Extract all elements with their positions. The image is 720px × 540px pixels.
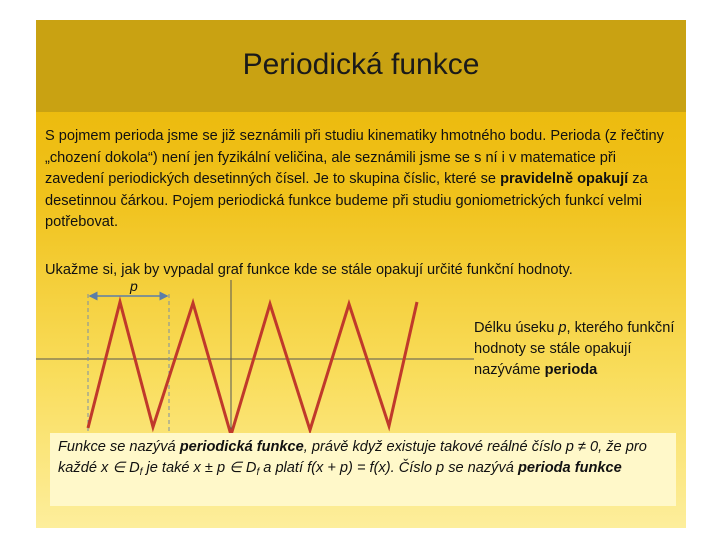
period-label: p <box>130 278 138 294</box>
definition-part-1: Funkce se nazývá <box>58 439 180 455</box>
definition-subscript-2: f <box>256 467 260 478</box>
intro-paragraph <box>45 126 677 234</box>
definition-bold-2: perioda funkce <box>517 460 622 476</box>
definition-part-4: a platí f(x + p) = f(x). Číslo p se nazývá <box>259 460 518 476</box>
definition-part-2: , právě když existuje takové reálné číslo p ≠ 0, že pro každé x ∈ D <box>58 439 647 476</box>
description-bold: perioda <box>544 362 598 378</box>
definition-text <box>58 437 670 483</box>
period-description <box>474 318 684 381</box>
title-bar <box>36 20 686 112</box>
definition-bold-1: periodická funkce <box>179 439 304 455</box>
slide <box>36 20 686 528</box>
description-text-1: Délku úseku <box>474 320 559 336</box>
page-title: Periodická funkce <box>242 48 480 81</box>
definition-part-3: je také x ± p ∈ D <box>142 460 257 476</box>
description-p: p <box>558 320 567 336</box>
definition-subscript-1: f <box>139 467 143 478</box>
description-text-2: , kterého funkční hodnoty se stále opakují nazýváme <box>474 320 675 378</box>
paragraph-text-2: za desetinnou čárkou. Pojem periodická funkce budeme při studiu goniometrických funkcí velmi potřebovat. <box>45 171 648 230</box>
periodic-graph <box>36 280 476 440</box>
graph-intro-text: Ukažme si, jak by vypadal graf funkce kde se stále opakují určité funkční hodnoty. <box>45 262 573 278</box>
definition-box <box>50 433 676 506</box>
paragraph-bold-text: pravidelně opakují <box>500 171 629 187</box>
wave-line <box>88 302 417 435</box>
paragraph-text-1: S pojmem perioda jsme se již seznámili při studiu kinematiky hmotného bodu. Perioda (z řečtiny „chození dokola“) není jen fyzikální veličina, ale seznámili jsme se s ní i v matematice při zavedení periodických desetinných čísel. Je to skupina číslic, které se <box>45 128 664 187</box>
